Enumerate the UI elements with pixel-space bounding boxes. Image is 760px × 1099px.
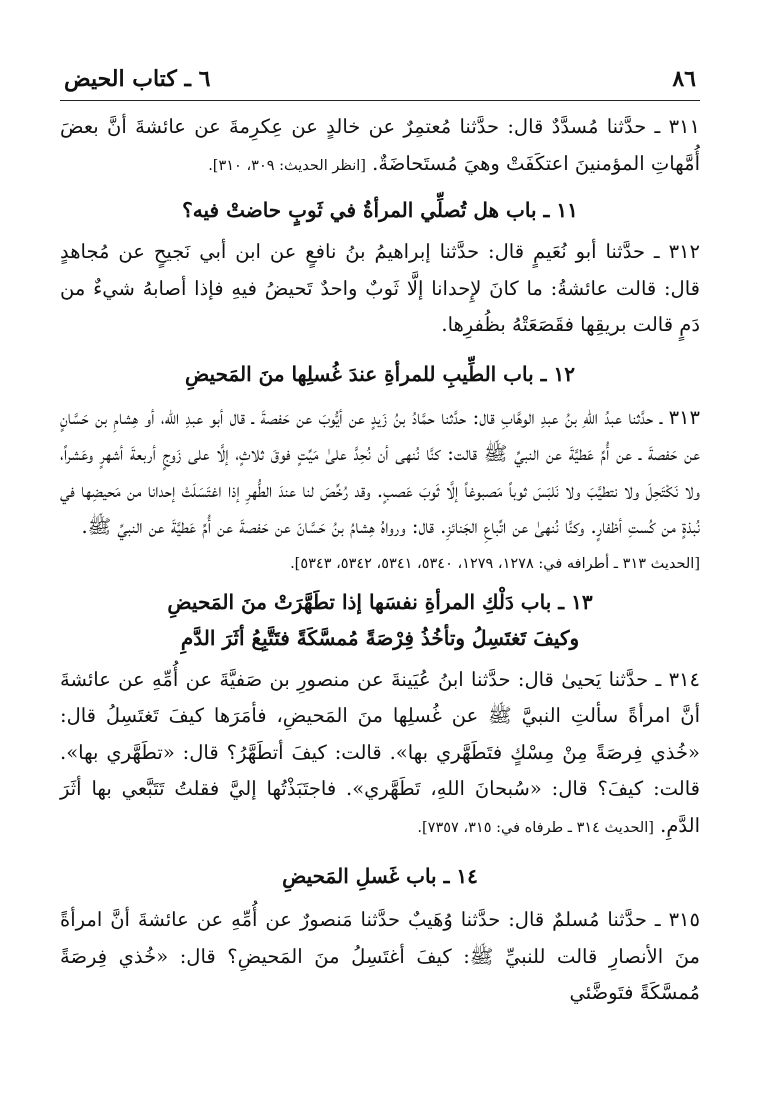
hadith-text: ٣١٤ ـ حدَّثنا يَحيىٰ قال: حدَّثنا ابنُ عُيَينةَ عن منصورِ بن صَفيَّةَ عن أُمِّهِ عن عائشةَ أنَّ امرأةً سألتِ النبيَّ ﷺ عن غُسلِها منَ المَحيضِ، فأمَرَها كيفَ تَغتَسِلُ قال: «خُذي فِرصَةً مِنْ مِسْكٍ فتَطَهَّري بها». قالت: كيفَ أتطَهَّرُ؟ قال: «تطَهَّري بها». قالت: كيفَ؟ قال: «سُبحانَ اللهِ، تَطَهَّري». فاجتَبَذْتُها إليَّ فقلتُ تَتَبَّعي بها أثَرَ الدَّمِ. <box>60 667 700 837</box>
hadith-reference: [انظر الحديث: ٣٠٩، ٣١٠]. <box>208 157 366 174</box>
page-number: ٨٦ <box>672 66 696 92</box>
hadith-314 <box>60 662 700 847</box>
footnote-text: [الحديث ٣١٣ ـ أطرافه في: ١٢٧٨، ١٢٧٩، ٥٣٤٠، ٥٣٤١، ٥٣٤٢، ٥٣٤٣]. <box>290 555 700 572</box>
chapter-heading-14 <box>60 858 700 894</box>
chapter-heading-11 <box>60 192 700 228</box>
hadith-311 <box>60 109 700 184</box>
hadith-text: ٣١٥ ـ حدَّثنا مُسلمٌ قال: حدَّثنا وُهَيبٌ حدَّثنا مَنصورٌ عن أُمِّهِ عن عائشةَ أنَّ امرأةً منَ الأنصارِ قالت للنبيِّ ﷺ: كيفَ أغتَسِلُ منَ المَحيضِ؟ قال: «خُذي فِرصَةً مُمسَّكَةً فتَوضَّئي <box>60 908 700 1004</box>
chapter-subtitle: وكيفَ تَغتَسِلُ وتأخُذُ فِرْصَةً مُمسَّكَةً فتَتَّبِعُ أثَرَ الدَّمِ <box>180 625 580 650</box>
chapter-title: ١٢ ـ باب الطِّيبِ للمرأةِ عندَ غُسلِها منَ المَحيضِ <box>185 361 575 386</box>
chapter-title: ١١ ـ باب هل تُصلِّي المرأةُ في ثَوبٍ حاضتْ فيه؟ <box>182 198 578 222</box>
chapter-title: ١٣ ـ باب دَلْكِ المرأةِ نفسَها إذا تطَهَّرَتْ منَ المَحيضِ <box>167 589 593 614</box>
hadith-312 <box>60 234 700 344</box>
hadith-text: ٣١٣ ـ حدَّثنا عبدُ اللهِ بنُ عبدِ الوهَّابِ قال: حدَّثنا حمَّادُ بنُ زَيدٍ عن أيُّوبَ عن حَفصةَ ـ قال أبو عبدِ الله، أو هِشامِ بن حَسَّانٍ عن حَفصةَ ـ عن أُمِّ عَطيَّةَ عن النبيِّ ﷺ قالت: كنَّا نُنهى أن نُحِدَّ علىٰ مَيِّتٍ فوقَ ثلاثٍ، إلَّا على زَوجٍ أربعةَ أشهرٍ وعَشراً، ولا نَكْتَحِلَ ولا نتطيَّبَ ولا نَلبَسَ ثوباً مَصبوغاً إلَّا ثَوبَ عَصبٍ. وقد رُخِّصَ لنا عندَ الطُّهرِ إذا اغتَسَلَتْ إحدانا من مَحيضِها في نُبذةٍ من كُستِ أظفارٍ. وكنَّا نُنهىٰ عن اتِّباعِ الجَنائزِ. قال: ورواهُ هِشامُ بنُ حَسَّانَ عن حَفصةَ عن أُمِّ عَطيَّةَ عن النبيِّ ﷺ. <box>60 405 700 538</box>
hadith-313 <box>60 400 700 546</box>
hadith-315 <box>60 902 700 1012</box>
chapter-heading-13 <box>60 584 700 656</box>
running-title: ٦ ـ كتاب الحيض <box>64 66 211 92</box>
hadith-reference: [الحديث ٣١٤ ـ طرفاه في: ٣١٥، ٧٣٥٧]. <box>417 819 654 836</box>
hadith-text: ٣١١ ـ حدَّثنا مُسدَّدٌ قال: حدَّثنا مُعتمِرٌ عن خالدٍ عن عِكرِمةَ عن عائشةَ أنَّ بعضَ أُمَّهاتِ المؤمنينَ اعتكَفَتْ وهيَ مُستَحاضَةٌ. <box>60 115 700 175</box>
hadith-313-cross-reference <box>60 550 700 578</box>
book-page <box>60 60 700 1080</box>
chapter-title: ١٤ ـ باب غَسلِ المَحيضِ <box>282 864 478 888</box>
page-header <box>60 60 700 101</box>
hadith-text: ٣١٢ ـ حدَّثنا أبو نُعَيمٍ قال: حدَّثنا إبراهيمُ بنُ نافعٍ عن ابن أبي نَجيحٍ عن مُجاهدٍ قال: قالت عائشةُ: ما كانَ لإِحدانا إلَّا ثَوبٌ واحدٌ تَحيضُ فيهِ فإذا أصابهُ شيءٌ من دَمٍ قالت بريقِها فقَصَعَتْهُ بظُفرِها. <box>60 240 700 336</box>
chapter-heading-12 <box>60 356 700 392</box>
